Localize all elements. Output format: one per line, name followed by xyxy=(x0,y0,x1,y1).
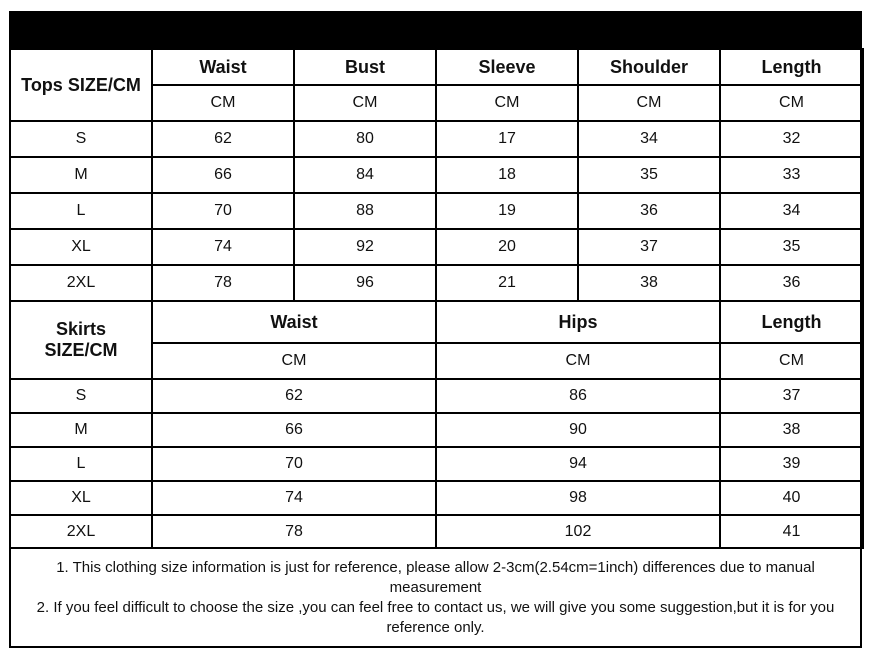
tops-unit: CM xyxy=(720,85,863,121)
skirts-size-label: S xyxy=(10,379,152,413)
note-line-2: 2. If you feel difficult to choose the size ,you can feel free to contact us, we will give you some suggestion,but it is for you reference only. xyxy=(36,599,835,636)
skirts-cell: 38 xyxy=(720,413,863,447)
tops-cell: 78 xyxy=(152,265,294,301)
skirts-corner-line1: Skirts xyxy=(55,319,107,339)
table-row xyxy=(10,157,863,193)
skirts-cell: 41 xyxy=(720,515,863,548)
table-row xyxy=(10,447,863,481)
skirts-cell: 98 xyxy=(436,481,720,515)
tops-size-table xyxy=(9,48,864,302)
tops-cell: 70 xyxy=(152,193,294,229)
skirts-size-table xyxy=(9,300,864,549)
tops-cell: 66 xyxy=(152,157,294,193)
tops-cell: 84 xyxy=(294,157,436,193)
tops-cell: 19 xyxy=(436,193,578,229)
skirts-cell: 74 xyxy=(152,481,436,515)
skirts-cell: 70 xyxy=(152,447,436,481)
tops-col-bust: Bust xyxy=(294,49,436,85)
tops-cell: 38 xyxy=(578,265,720,301)
tops-cell: 36 xyxy=(578,193,720,229)
skirts-col-length: Length xyxy=(720,301,863,343)
table-row xyxy=(10,515,863,548)
tops-cell: 20 xyxy=(436,229,578,265)
skirts-corner-line2: SIZE/CM xyxy=(44,340,118,360)
tops-size-label: XL xyxy=(10,229,152,265)
tops-corner-label: Tops SIZE/CM xyxy=(10,49,152,121)
tops-cell: 34 xyxy=(720,193,863,229)
table-row xyxy=(10,379,863,413)
tops-cell: 35 xyxy=(720,229,863,265)
tops-unit: CM xyxy=(578,85,720,121)
tops-col-sleeve: Sleeve xyxy=(436,49,578,85)
skirts-col-hips: Hips xyxy=(436,301,720,343)
header-bar xyxy=(11,13,860,49)
skirts-cell: 62 xyxy=(152,379,436,413)
table-row xyxy=(10,121,863,157)
skirts-cell: 102 xyxy=(436,515,720,548)
tops-cell: 32 xyxy=(720,121,863,157)
skirts-cell: 94 xyxy=(436,447,720,481)
tops-size-label: L xyxy=(10,193,152,229)
tops-cell: 35 xyxy=(578,157,720,193)
tops-cell: 74 xyxy=(152,229,294,265)
table-row xyxy=(10,481,863,515)
table-row xyxy=(10,265,863,301)
skirts-cell: 86 xyxy=(436,379,720,413)
tops-unit: CM xyxy=(294,85,436,121)
tops-unit: CM xyxy=(152,85,294,121)
skirts-cell: 40 xyxy=(720,481,863,515)
tops-cell: 62 xyxy=(152,121,294,157)
note-line-1: 1. This clothing size information is just for reference, please allow 2-3cm(2.54cm=1inch) differences due to manual measurement xyxy=(56,559,815,596)
tops-unit: CM xyxy=(436,85,578,121)
tops-cell: 34 xyxy=(578,121,720,157)
tops-size-label: S xyxy=(10,121,152,157)
skirts-cell: 90 xyxy=(436,413,720,447)
skirts-size-label: L xyxy=(10,447,152,481)
tops-cell: 96 xyxy=(294,265,436,301)
skirts-cell: 39 xyxy=(720,447,863,481)
tops-col-waist: Waist xyxy=(152,49,294,85)
table-row xyxy=(10,413,863,447)
skirts-cell: 78 xyxy=(152,515,436,548)
tops-cell: 21 xyxy=(436,265,578,301)
skirts-unit: CM xyxy=(152,343,436,379)
skirts-unit: CM xyxy=(436,343,720,379)
tops-size-label: 2XL xyxy=(10,265,152,301)
skirts-size-label: XL xyxy=(10,481,152,515)
skirts-cell: 37 xyxy=(720,379,863,413)
tops-col-length: Length xyxy=(720,49,863,85)
tops-cell: 88 xyxy=(294,193,436,229)
size-notes xyxy=(11,548,860,646)
tops-cell: 37 xyxy=(578,229,720,265)
skirts-corner-label xyxy=(10,301,152,379)
tops-cell: 36 xyxy=(720,265,863,301)
skirts-cell: 66 xyxy=(152,413,436,447)
tops-col-shoulder: Shoulder xyxy=(578,49,720,85)
tops-cell: 18 xyxy=(436,157,578,193)
tops-size-label: M xyxy=(10,157,152,193)
table-row xyxy=(10,229,863,265)
tops-cell: 33 xyxy=(720,157,863,193)
skirts-size-label: 2XL xyxy=(10,515,152,548)
skirts-size-label: M xyxy=(10,413,152,447)
tops-cell: 92 xyxy=(294,229,436,265)
tops-cell: 80 xyxy=(294,121,436,157)
skirts-col-waist: Waist xyxy=(152,301,436,343)
size-chart xyxy=(9,11,862,648)
tops-cell: 17 xyxy=(436,121,578,157)
skirts-unit: CM xyxy=(720,343,863,379)
table-row xyxy=(10,193,863,229)
